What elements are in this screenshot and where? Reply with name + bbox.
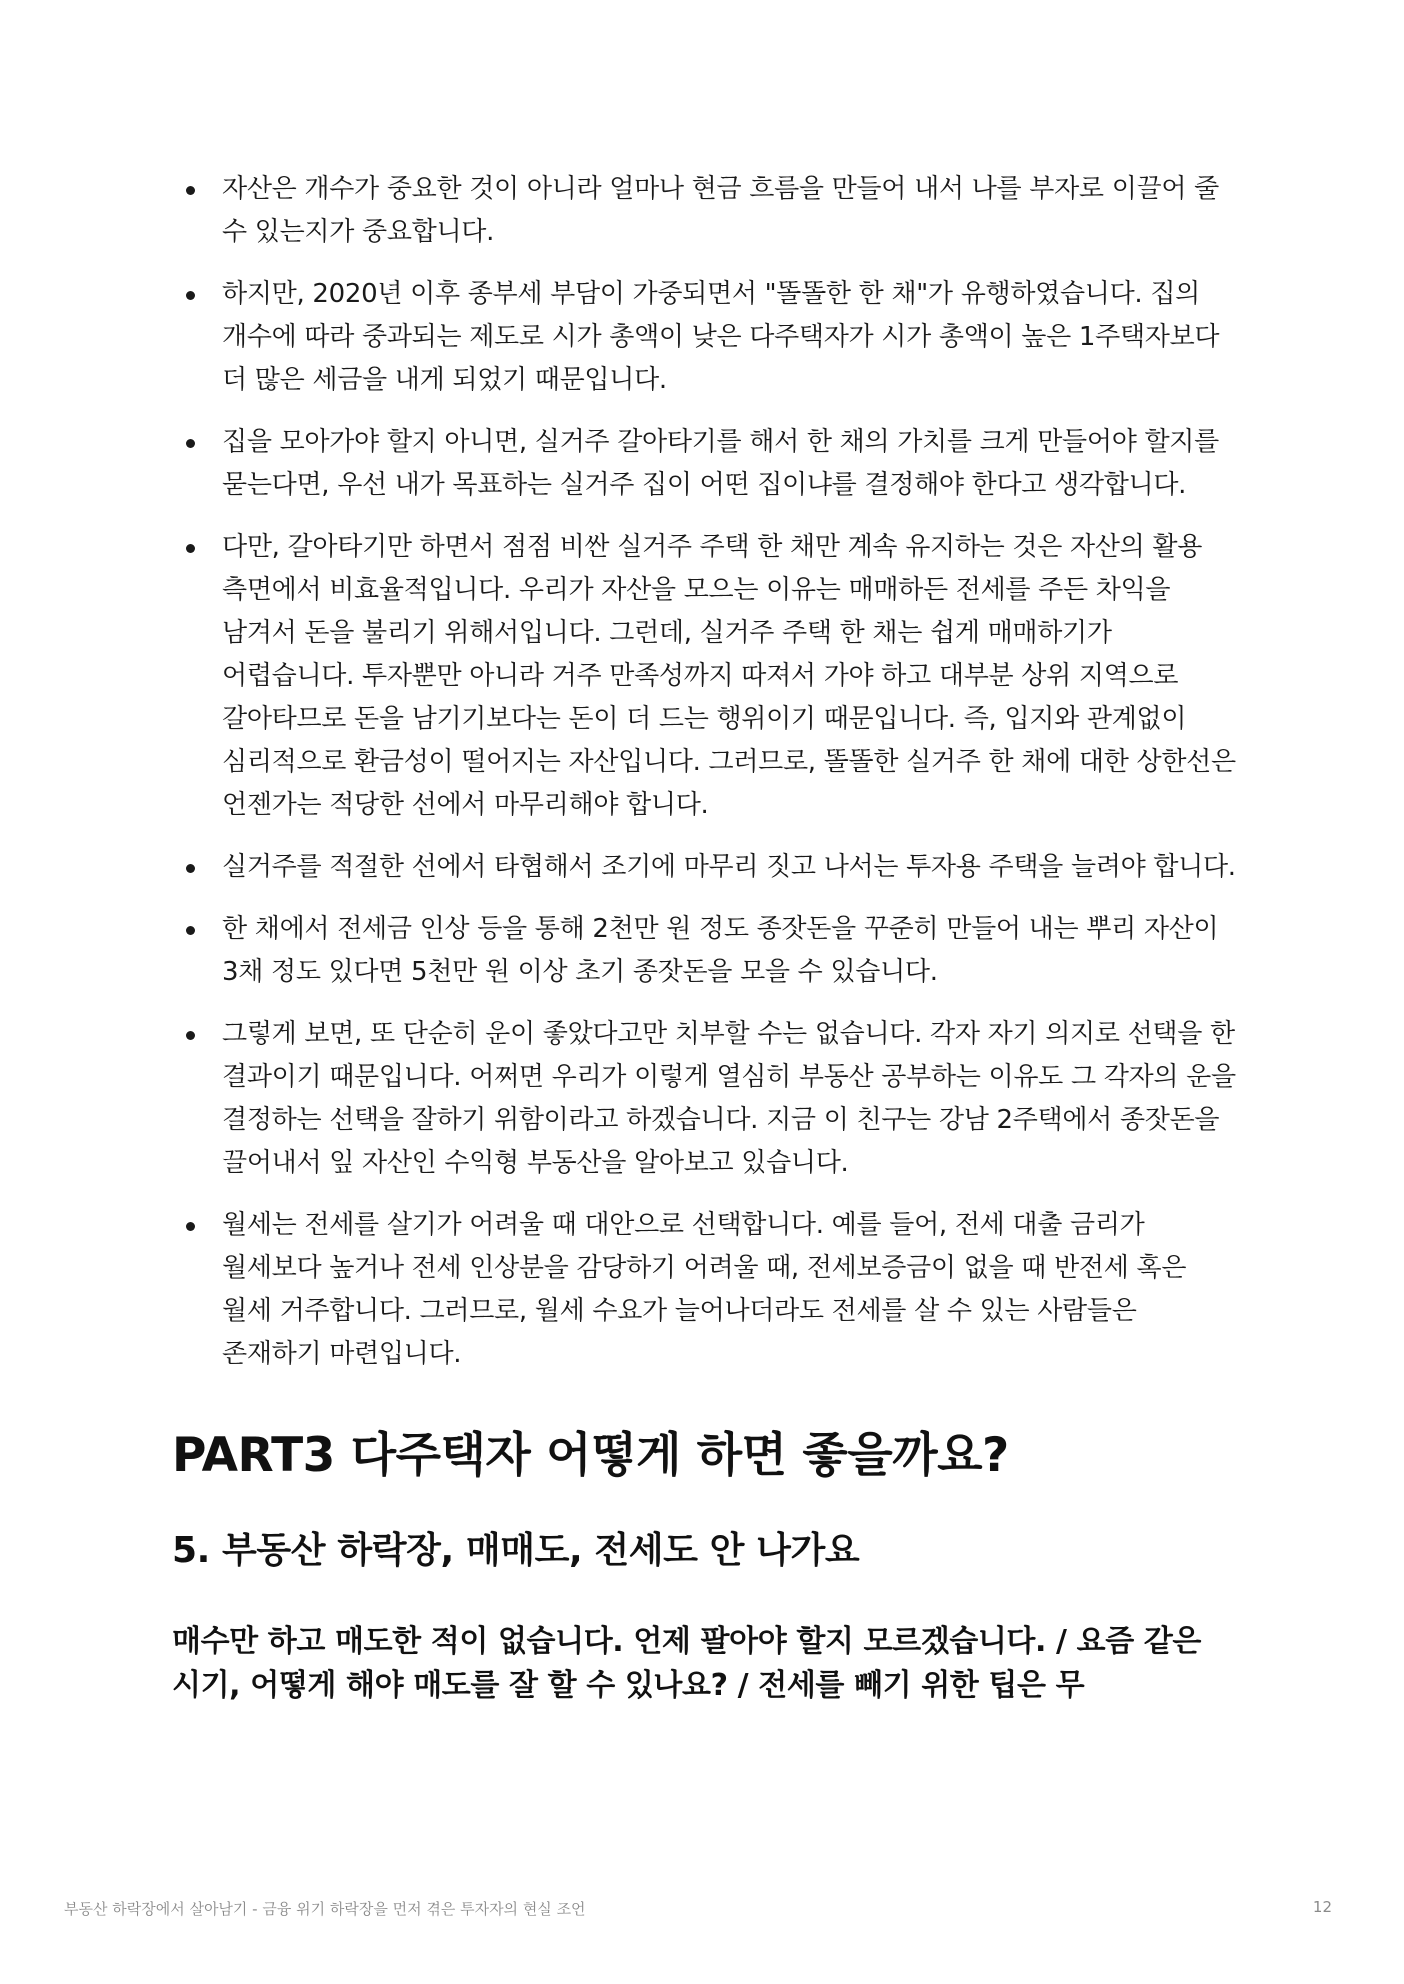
bullet-list — [172, 168, 1238, 1376]
bullet-dot-icon — [186, 291, 195, 300]
bullet-dot-icon — [186, 926, 195, 935]
section-title: 5. 부동산 하락장, 매매도, 전세도 안 나가요 — [172, 1530, 860, 1571]
bullet-item — [172, 1204, 1238, 1376]
bullet-text: 자산은 개수가 중요한 것이 아니라 얼마나 현금 흐름을 만들어 내서 나를 부자로 이끌어 줄 수 있는지가 중요합니다. — [222, 174, 1219, 247]
bullet-dot-icon — [186, 1222, 195, 1231]
bullet-text: 한 채에서 전세금 인상 등을 통해 2천만 원 정도 종잣돈을 꾸준히 만들어 내는 뿌리 자산이 3채 정도 있다면 5천만 원 이상 초기 종잣돈을 모을 수 있습니다. — [222, 914, 1219, 987]
bullet-text: 집을 모아가야 할지 아니면, 실거주 갈아타기를 해서 한 채의 가치를 크게 만들어야 할지를 묻는다면, 우선 내가 목표하는 실거주 집이 어떤 집이냐를 결정해야 한다고 생각합니다. — [222, 427, 1219, 500]
bullet-item — [172, 846, 1238, 889]
question-heading: 매수만 하고 매도한 적이 없습니다. 언제 팔아야 할지 모르겠습니다. / 요즘 같은 시기, 어떻게 해야 매도를 잘 할 수 있나요? / 전세를 빼기 위한 팁은 무 — [172, 1624, 1202, 1703]
bullet-text: 다만, 갈아타기만 하면서 점점 비싼 실거주 주택 한 채만 계속 유지하는 것은 자산의 활용 측면에서 비효율적입니다. 우리가 자산을 모으는 이유는 매매하든 전세를 주든 차익을 남겨서 돈을 불리기 위해서입니다. 그런데, 실거주 주택 한 채는 쉽게 매매하기가 어렵습니다. 투자뿐만 아니라 거주 만족성까지 따져서 가야 하고 대부분 상위 지역으로 갈아타므로 돈을 남기기보다는 돈이 더 드는 행위이기 때문입니다. 즉, 입지와 관계없이 심리적으로 환금성이 떨어지는 자산입니다. 그러므로, 똘똘한 실거주 한 채에 대한 상한선은 언젠가는 적당한 선에서 마무리해야 합니다. — [222, 532, 1236, 820]
bullet-text: 하지만, 2020년 이후 종부세 부담이 가중되면서 "똘똘한 한 채"가 유행하였습니다. 집의 개수에 따라 중과되는 제도로 시가 총액이 낮은 다주택자가 시가 총액이 높은 1주택자보다 더 많은 세금을 내게 되었기 때문입니다. — [222, 279, 1220, 395]
bullet-text: 실거주를 적절한 선에서 타협해서 조기에 마무리 짓고 나서는 투자용 주택을 늘려야 합니다. — [222, 852, 1236, 882]
bullet-item — [172, 908, 1238, 994]
bullet-item — [172, 526, 1238, 827]
bullet-dot-icon — [186, 439, 195, 448]
bullet-item — [172, 1013, 1238, 1185]
page-content — [172, 168, 1238, 1708]
bullet-dot-icon — [186, 1031, 195, 1040]
bullet-text: 그렇게 보면, 또 단순히 운이 좋았다고만 치부할 수는 없습니다. 각자 자기 의지로 선택을 한 결과이기 때문입니다. 어쩌면 우리가 이렇게 열심히 부동산 공부하는 이유도 그 각자의 운을 결정하는 선택을 잘하기 위함이라고 하겠습니다. 지금 이 친구는 강남 2주택에서 종잣돈을 끌어내서 잎 자산인 수익형 부동산을 알아보고 있습니다. — [222, 1019, 1236, 1178]
bullet-dot-icon — [186, 864, 195, 873]
bullet-item — [172, 421, 1238, 507]
bullet-item — [172, 168, 1238, 254]
footer-page-number: 12 — [1312, 1898, 1332, 1916]
bullet-dot-icon — [186, 186, 195, 195]
bullet-text: 월세는 전세를 살기가 어려울 때 대안으로 선택합니다. 예를 들어, 전세 대출 금리가 월세보다 높거나 전세 인상분을 감당하기 어려울 때, 전세보증금이 없을 때 반전세 혹은 월세 거주합니다. 그러므로, 월세 수요가 늘어나더라도 전세를 살 수 있는 사람들은 존재하기 마련입니다. — [222, 1210, 1187, 1369]
footer-book-title: 부동산 하락장에서 살아남기 - 금융 위기 하락장을 먼저 겪은 투자자의 현실 조언 — [64, 1900, 586, 1918]
bullet-item — [172, 273, 1238, 402]
part-title: PART3 다주택자 어떻게 하면 좋을까요? — [172, 1428, 1009, 1483]
bullet-dot-icon — [186, 544, 195, 553]
